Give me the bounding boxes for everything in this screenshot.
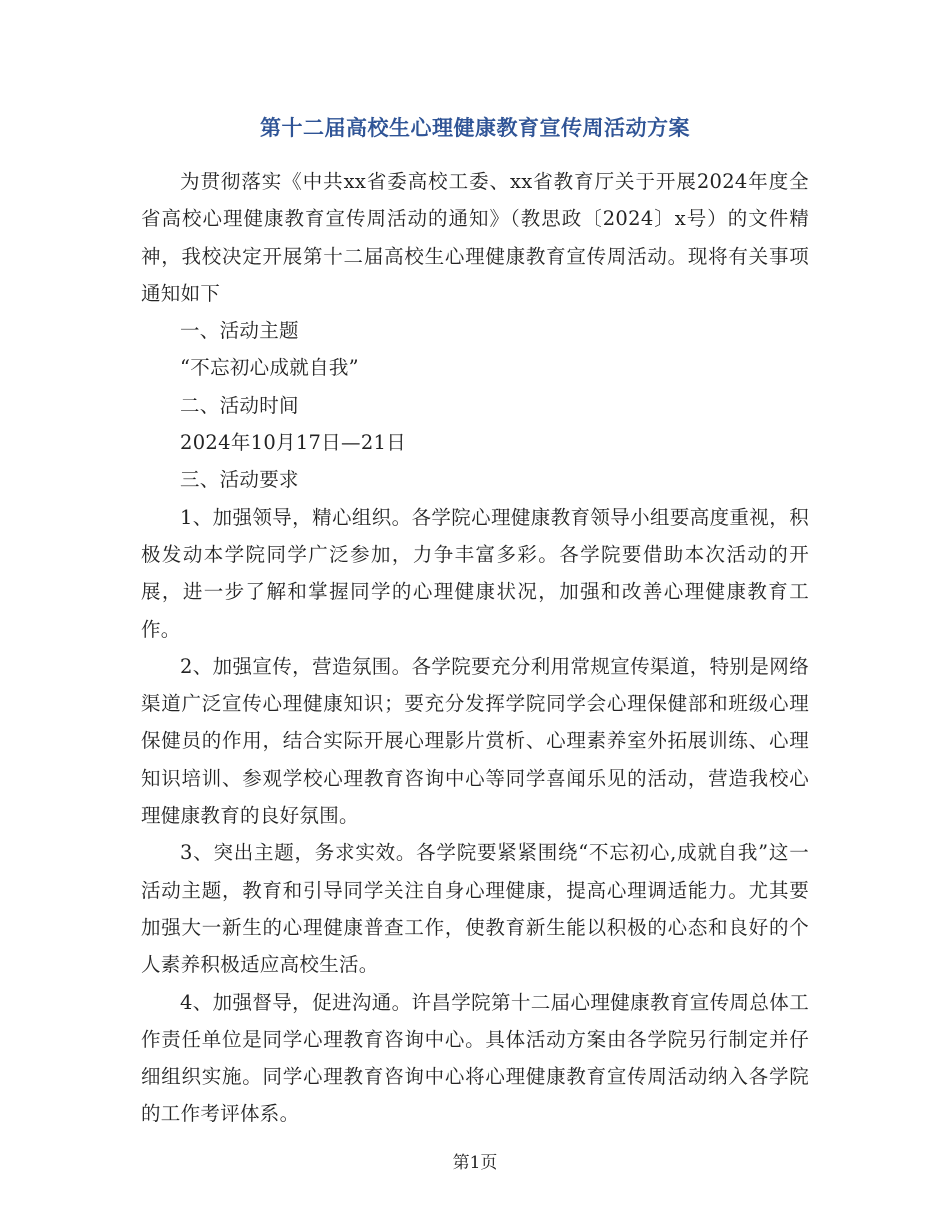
theme-text: “不忘初心成就自我” [180,356,359,380]
requirement-paragraph-4: 4、加强督导，促进沟通。许昌学院第十二届心理健康教育宣传周总体工作责任单位是同学心理教育咨询中心。具体活动方案由各学院另行制定并仔细组织实施。同学心理教育咨询中心将心理健康教育宣传周活动纳入各学院的工作考评体系。 [141,990,809,1126]
section-heading-time: 二、活动时间 [180,393,299,417]
section-heading-requirements: 三、活动要求 [180,468,299,492]
page-number: 第1页 [452,1153,498,1173]
section-heading-theme: 一、活动主题 [180,319,299,343]
requirement-paragraph-3: 3、突出主题，务求实效。各学院要紧紧围绕“不忘初心,成就自我”这一活动主题，教育和引导同学关注自身心理健康，提高心理调适能力。尤其要加强大一新生的心理健康普查工作，使教育新生能以积极的心态和良好的个人素养积极适应高校生活。 [141,841,809,977]
requirement-paragraph-2: 2、加强宣传，营造氛围。各学院要充分利用常规宣传渠道，特别是网络渠道广泛宣传心理健康知识；要充分发挥学院同学会心理保健部和班级心理保健员的作用，结合实际开展心理影片赏析、心理素养室外拓展训练、心理知识培训、参观学校心理教育咨询中心等同学喜闻乐见的活动，营造我校心理健康教育的良好氛围。 [141,654,809,828]
document-body [141,163,809,1133]
time-text: 2024年10月17日—21日 [180,431,407,455]
requirement-paragraph-1: 1、加强领导，精心组织。各学院心理健康教育领导小组要高度重视，积极发动本学院同学广泛参加，力争丰富多彩。各学院要借助本次活动的开展，进一步了解和掌握同学的心理健康状况，加强和改善心理健康教育工作。 [141,505,809,641]
intro-paragraph: 为贯彻落实《中共xx省委高校工委、xx省教育厅关于开展2024年度全省高校心理健康教育宣传周活动的通知》（教思政〔2024〕x号）的文件精神，我校决定开展第十二届高校生心理健康教育宣传周活动。现将有关事项通知如下 [141,170,809,305]
document-title: 第十二届高校生心理健康教育宣传周活动方案 [260,115,690,140]
